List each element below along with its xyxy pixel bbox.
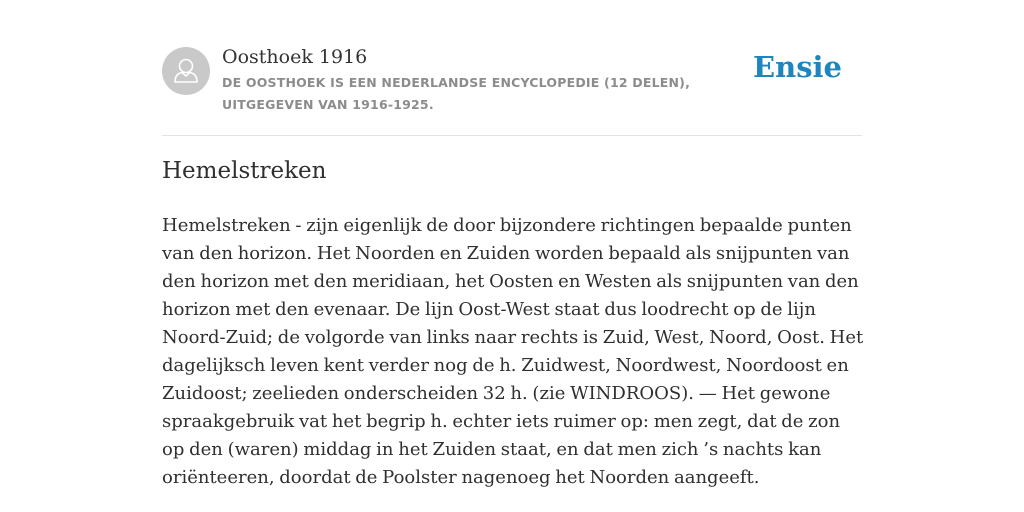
source-title[interactable]: Oosthoek 1916	[222, 46, 368, 68]
source-avatar[interactable]	[162, 47, 210, 95]
brand-logo[interactable]: Ensie	[753, 50, 842, 84]
source-description: DE OOSTHOEK IS EEN NEDERLANDSE ENCYCLOPEDIE (12 DELEN), UITGEGEVEN VAN 1916-1925.	[222, 75, 691, 112]
entry-body: Hemelstreken - zijn eigenlijk de door bijzondere richtingen bepaalde punten van den horizon. Het Noorden en Zuiden worden bepaald als snijpunten van den horizon met den meridiaan, het Oosten en Westen als snijpunten van den horizon met den evenaar. De lijn Oost-West staat dus loodrecht op de lijn Noord-Zuid; de volgorde van links naar rechts is Zuid, West, Noord, Oost. Het dagelijksch leven kent verder nog de h. Zuidwest, Noordwest, Noordoost en Zuidoost; zeelieden onderscheiden 32 h. (zie WINDROOS). — Het gewone spraakgebruik vat het begrip h. echter iets ruimer op: men zegt, dat de zon op den (waren) middag in het Zuiden staat, en dat men zich ’s nachts kan oriënteeren, doordat de Poolster nagenoeg het Noorden aangeeft.	[162, 215, 864, 488]
user-icon	[162, 47, 210, 95]
entry-title: Hemelstreken	[162, 158, 327, 184]
source-header	[162, 44, 862, 136]
